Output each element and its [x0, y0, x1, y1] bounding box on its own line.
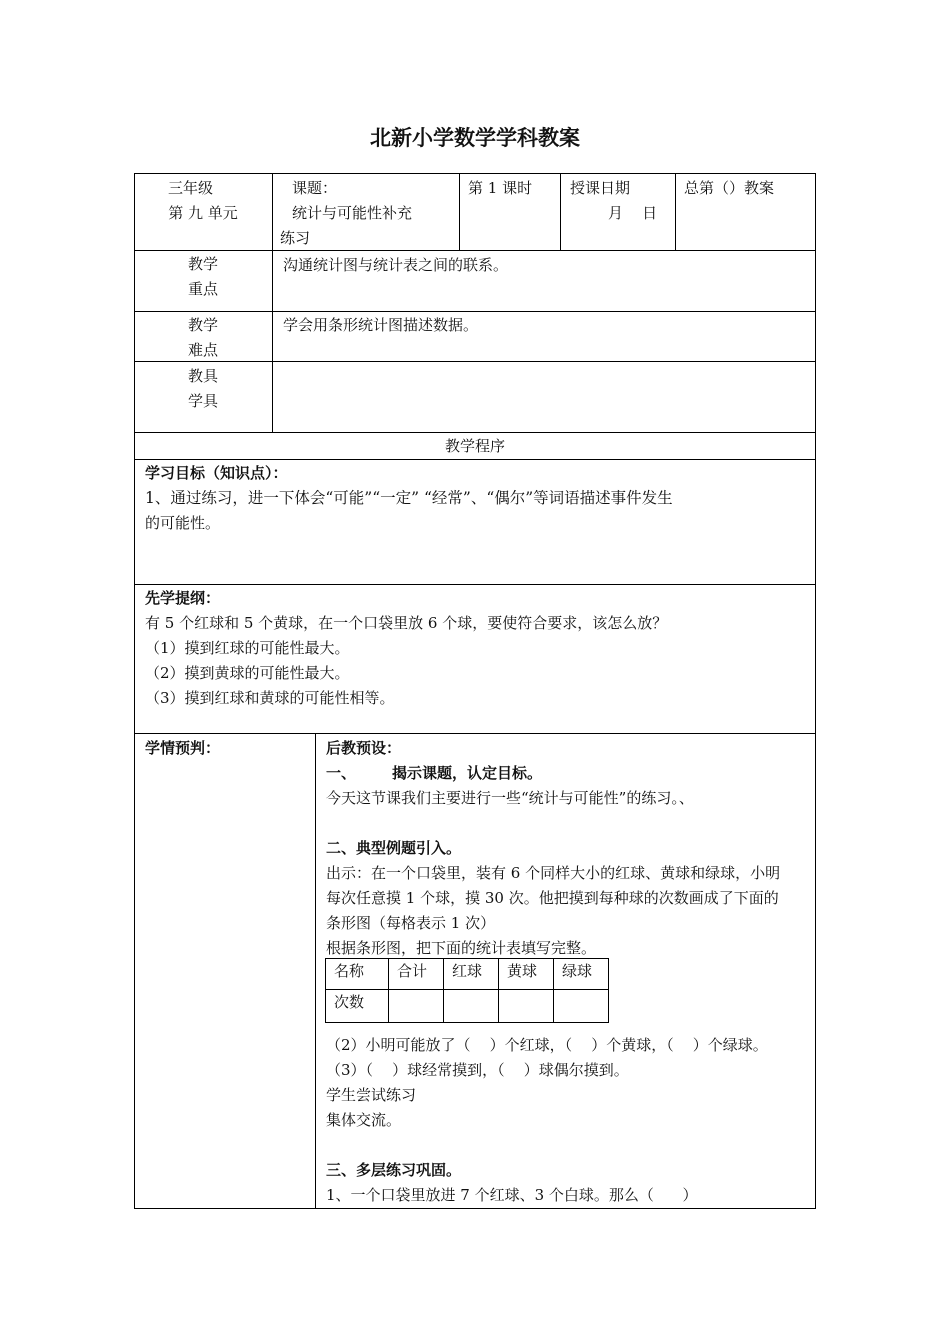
question-2: （2）小明可能放了（ ）个红球，（ ）个黄球，（ ）个绿球。 — [326, 1036, 768, 1054]
grade-unit-cell — [136, 176, 270, 226]
tools-label: 教具 学具 — [187, 367, 218, 410]
prestudy-line-1: 有 5 个红球和 5 个黄球，在一个口袋里放 6 个球，要使符合要求，该怎么放？ — [145, 614, 668, 632]
date-cell — [570, 176, 674, 226]
table-cell — [554, 990, 609, 1023]
table-header-row — [326, 959, 609, 990]
grade-text: 三年级 — [168, 179, 214, 197]
table-header-cell: 黄球 — [499, 959, 554, 990]
goals-line-1: 1、通过练习，进一下体会“可能”“一定” “经常”、“偶尔”等词语描述事件发生 — [145, 489, 673, 507]
row-divider — [134, 250, 816, 251]
section-3-line-1: 1、一个口袋里放进 7 个红球、3 个白球。那么（ ） — [326, 1186, 698, 1204]
goals-line-2: 的可能性。 — [145, 514, 221, 532]
prestudy-heading: 先学提纲： — [145, 589, 221, 607]
section-1-text: 今天这节课我们主要进行一些“统计与可能性”的练习。、 — [326, 789, 694, 807]
row-divider — [134, 311, 816, 312]
goals-section — [145, 461, 813, 536]
column-divider — [560, 173, 561, 250]
section-2-line-4: 根据条形图，把下面的统计表填写完整。 — [326, 939, 597, 957]
table-row-label: 次数 — [326, 990, 389, 1023]
row-divider — [134, 459, 816, 460]
teaching-plan-continued — [326, 1033, 814, 1208]
exchange-text: 集体交流。 — [326, 1111, 402, 1129]
teaching-plan-heading: 后教预设： — [326, 739, 402, 757]
focus-text: 沟通统计图与统计表之间的联系。 — [283, 256, 509, 274]
prestudy-line-3: （2）摸到黄球的可能性最大。 — [145, 664, 350, 682]
column-divider — [675, 173, 676, 250]
section-2-line-2: 每次任意摸 1 个球，摸 30 次。他把摸到每种球的次数画成了下面的 — [326, 889, 779, 907]
table-cell — [444, 990, 499, 1023]
row-divider — [134, 733, 816, 734]
column-divider — [272, 173, 273, 432]
difficulty-text: 学会用条形统计图描述数据。 — [283, 316, 479, 334]
difficulty-label: 教学 难点 — [187, 316, 218, 359]
tally-table — [325, 958, 609, 1023]
procedure-heading: 教学程序 — [444, 437, 505, 455]
column-divider — [459, 173, 460, 250]
column-divider — [315, 733, 316, 1209]
topic-line-2: 练习 — [280, 229, 311, 247]
section-3-heading: 三、多层练习巩固。 — [326, 1161, 462, 1179]
learning-prediction-heading: 学情预判： — [145, 739, 221, 757]
goals-heading: 学习目标（知识点）： — [145, 464, 288, 482]
total-plan-number: 总第（）教案 — [684, 179, 775, 197]
prestudy-line-4: （3）摸到红球和黄球的可能性相等。 — [145, 689, 395, 707]
row-divider — [134, 432, 816, 433]
date-value: 月 日 — [608, 204, 658, 222]
question-3: （3）（ ）球经常摸到，（ ）球偶尔摸到。 — [326, 1061, 629, 1079]
topic-label: 课题： — [292, 179, 338, 197]
section-2-line-1: 出示：在一个口袋里，装有 6 个同样大小的红球、黄球和绿球，小明 — [326, 864, 781, 882]
teaching-plan-section — [326, 736, 814, 961]
row-divider — [134, 584, 816, 585]
prestudy-section — [145, 586, 813, 711]
date-label: 授课日期 — [570, 179, 631, 197]
table-cell — [499, 990, 554, 1023]
table-row — [326, 990, 609, 1023]
focus-label: 教学 重点 — [187, 255, 218, 298]
table-header-cell: 名称 — [326, 959, 389, 990]
section-1-heading: 一、 揭示课题，认定目标。 — [326, 764, 543, 782]
practice-text: 学生尝试练习 — [326, 1086, 417, 1104]
prestudy-line-2: （1）摸到红球的可能性最大。 — [145, 639, 350, 657]
topic-line-1: 统计与可能性补充 — [292, 204, 413, 222]
section-2-line-3: 条形图（每格表示 1 次） — [326, 914, 496, 932]
table-header-cell: 合计 — [389, 959, 444, 990]
table-header-cell: 绿球 — [554, 959, 609, 990]
page-title: 北新小学数学学科教案 — [370, 126, 580, 150]
unit-text: 第 九 单元 — [168, 204, 238, 222]
topic-cell — [280, 176, 458, 251]
table-header-cell: 红球 — [444, 959, 499, 990]
lesson-number: 第 1 课时 — [468, 179, 533, 197]
section-2-heading: 二、典型例题引入。 — [326, 839, 462, 857]
table-cell — [389, 990, 444, 1023]
